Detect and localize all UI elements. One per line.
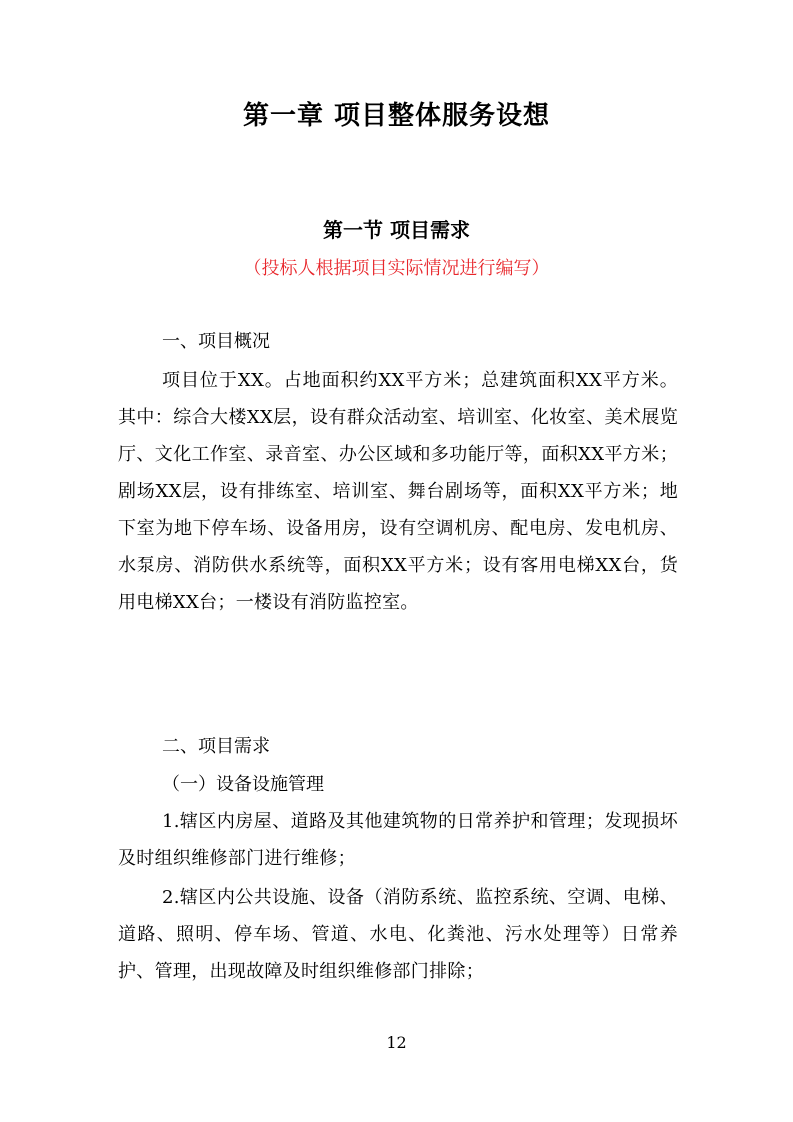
overview-paragraph: 项目位于XX。占地面积约XX平方米；总建筑面积XX平方米。其中：综合大楼XX层，设有群众活动室、培训室、化妆室、美术展览厅、文化工作室、录音室、办公区域和多功能厅等，面积XX平方米；剧场XX层，设有排练室、培训室、舞台剧场等，面积XX平方米；地下室为地下停车场、设备用房，设有空调机房、配电房、发电机房、水泵房、消防供水系统等，面积XX平方米；设有客用电梯XX台，货用电梯XX台；一楼设有消防监控室。: [118, 370, 678, 613]
requirements-subheading: （一）设备设施管理: [162, 774, 324, 795]
section-note: （投标人根据项目实际情况进行编写）: [243, 258, 550, 279]
requirement-item-2: 2.辖区内公共设施、设备（消防系统、监控系统、空调、电梯、道路、照明、停车场、管道、水电、化粪池、污水处理等）日常养护、管理，出现故障及时组织维修部门排除；: [118, 887, 678, 982]
requirement-item-1: 1.辖区内房屋、道路及其他建筑物的日常养护和管理；发现损坏及时组织维修部门进行维修；: [118, 811, 678, 869]
overview-heading: 一、项目概况: [162, 331, 270, 352]
page-number: 12: [386, 1033, 407, 1052]
section-title: 第一节 项目需求: [323, 218, 470, 242]
requirements-heading: 二、项目需求: [162, 736, 270, 757]
chapter-title: 第一章 项目整体服务设想: [242, 101, 551, 131]
